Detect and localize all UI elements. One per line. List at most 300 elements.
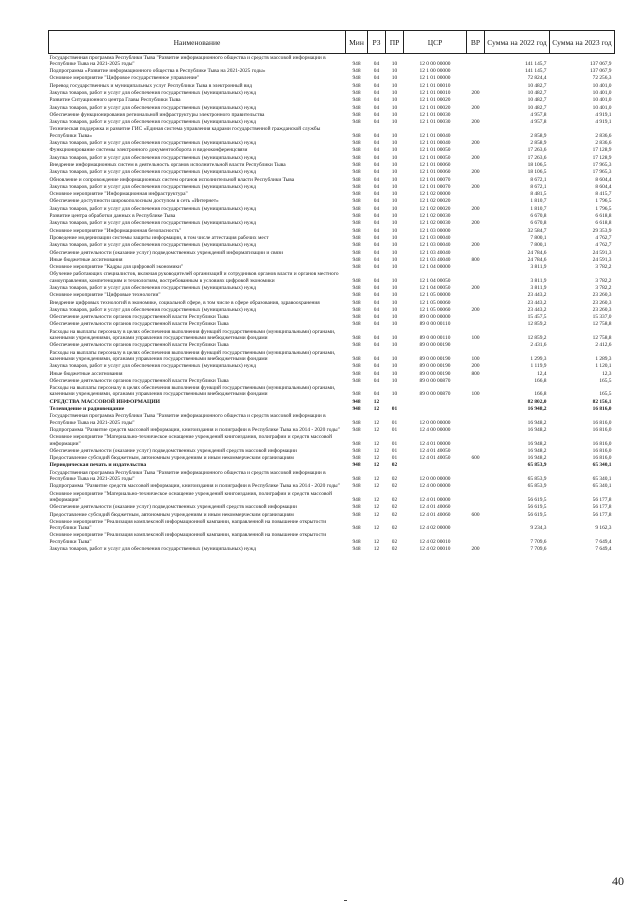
row-vr: 200 [471,306,480,313]
row-rz: 04 [373,249,380,256]
row-vr [467,126,485,140]
row-sum-2023: 16 816,0 [592,419,612,426]
row-sum-2022: 166,8 [534,377,547,384]
row-sum-2022: 17 263,6 [527,147,547,154]
row-csr: 12 1 01 00010 [419,89,451,96]
row-sum-2023: 2 836,6 [595,132,612,139]
row-csr: 12 1 01 00070 [419,176,451,183]
row-csr: 12 1 02 00000 [419,191,451,198]
row-sum-2023: 56 177,8 [592,504,612,511]
table-row [49,256,615,263]
row-min: 948 [352,342,361,349]
row-pr: 10 [391,264,398,271]
row-pr: 10 [391,227,398,234]
row-sum-2022: 23 443,2 [527,299,547,306]
row-min: 948 [352,198,361,205]
row-sum-2022: 23 443,2 [527,306,547,313]
row-min: 948 [352,89,361,96]
row-pr: 10 [391,154,398,161]
row-min: 948 [352,355,361,362]
table-row [49,314,615,321]
row-vr: 200 [471,220,480,227]
row-name: Обеспечение деятельности (оказание услуг) подведомственных учреждений информатизации и связи [49,249,283,256]
table-row [49,234,615,241]
row-name: СРЕДСТВА МАССОВОЙ ИНФОРМАЦИИ [49,398,161,405]
row-min: 948 [352,176,361,183]
row-name: Проведение модернизации системы защиты информации, в том числе аттестация рабочих мест [49,234,269,241]
row-csr: 12 1 01 00030 [419,111,451,118]
row-rz: 04 [373,147,380,154]
row-csr: 12 1 05 00060 [419,306,451,313]
row-name: Закупка товаров, работ и услуг для обеспечения государственных (муниципальных) нужд [49,306,257,313]
table-row [49,413,615,427]
row-sum-2023: 6 618,8 [595,220,612,227]
row-csr: 89 0 00 00870 [419,391,451,398]
row-csr: 12 4 01 00000 [419,496,451,503]
row-sum-2023: 3 782,2 [595,264,612,271]
header-csr: ЦСР [404,31,467,54]
row-csr: 12 1 01 00050 [419,147,451,154]
row-csr: 12 4 01 40060 [419,504,451,511]
row-csr: 12 1 03 00040 [419,242,451,249]
row-csr: 12 1 03 40040 [419,249,451,256]
row-name: Внедрение цифровых технологий в экономике, социальной сфере, в том числе в сфере образования, здравоохранения [49,299,320,306]
row-min: 948 [352,75,361,82]
row-sum-2022: 65 853,9 [527,483,547,490]
row-vr [467,213,485,220]
row-sum-2022: 65 853,9 [527,462,547,469]
table-row [49,398,615,405]
row-name: Закупка товаров, работ и услуг для обеспечения государственных (муниципальных) нужд [49,154,257,161]
row-sum-2023: 8 604,4 [595,176,612,183]
row-sum-2022: 6 670,8 [530,213,547,220]
row-pr: 10 [391,314,398,321]
table-row [49,455,615,462]
row-name: Основное мероприятие "Материально-техническое оснащение учреждений книгоиздания, полиграфии и средств массовой информации" [49,490,332,503]
row-sum-2022: 18 106,5 [527,161,547,168]
row-pr: 02 [391,511,398,518]
row-csr: 12 0 00 00000 [419,476,451,483]
row-sum-2023: 1 289,3 [595,355,612,362]
row-pr: 10 [391,391,398,398]
row-sum-2023: 8 415,7 [595,191,612,198]
header-pr: ПР [386,31,404,54]
row-sum-2022: 1 810,7 [530,205,547,212]
row-sum-2023: 82 156,1 [592,398,612,405]
row-sum-2023: 16 816,0 [592,406,612,413]
row-min: 948 [352,419,361,426]
row-pr: 10 [391,292,398,299]
row-sum-2023: 24 591,3 [592,256,612,263]
row-vr [467,161,485,168]
row-pr: 01 [391,426,398,433]
row-min: 948 [352,264,361,271]
row-name: Телевидение и радиовещание [49,406,125,413]
row-sum-2023: 23 260,3 [592,306,612,313]
row-min: 948 [352,104,361,111]
row-sum-2022: 32 584,7 [527,227,547,234]
row-name: Внедрение информационных систем в деятельность органов исполнительной власти Республики Тыва [49,161,286,168]
row-min: 948 [352,147,361,154]
row-csr: 12 1 02 00030 [419,220,451,227]
row-min: 948 [352,213,361,220]
row-sum-2022: 16 948,2 [527,406,547,413]
row-rz: 04 [373,68,380,75]
table-row [49,82,615,89]
row-sum-2022: 10 482,7 [527,97,547,104]
row-rz: 12 [373,447,380,454]
row-min: 948 [352,242,361,249]
row-sum-2022: 16 948,2 [527,419,547,426]
row-rz: 04 [373,97,380,104]
row-pr: 02 [391,462,398,469]
row-sum-2023: 15 337,0 [592,314,612,321]
row-pr: 10 [391,377,398,384]
row-vr [467,377,485,384]
row-pr: 10 [391,147,398,154]
row-csr: 89 0 00 00190 [419,342,451,349]
row-vr [467,398,485,405]
row-pr: 10 [391,306,398,313]
table-row [49,363,615,370]
row-csr: 12 1 03 40040 [419,256,451,263]
row-sum-2023: 10 401,0 [592,89,612,96]
row-min: 948 [352,426,361,433]
table-row [49,306,615,313]
row-name: Государственная программа Республики Тыва "Развитие информационного общества и средств массовой информации в Республике Тыва на 2021-2025 годы" [49,413,326,426]
table-row [49,328,615,342]
row-rz: 04 [373,75,380,82]
row-sum-2023: 4 919,1 [595,119,612,126]
row-sum-2023: 9 162,3 [595,525,612,532]
row-sum-2023: 56 177,8 [592,511,612,518]
table-row [49,75,615,82]
row-sum-2022: 4 957,8 [530,119,547,126]
row-sum-2022: 24 784,6 [527,256,547,263]
row-vr: 200 [471,140,480,147]
row-min: 948 [352,111,361,118]
row-rz: 04 [373,335,380,342]
row-name: Закупка товаров, работ и услуг для обеспечения государственных (муниципальных) нужд [49,285,257,291]
row-pr: 02 [391,476,398,483]
row-sum-2023: 29 353,9 [592,227,612,234]
row-name: Основное мероприятие "Реализация комплексной информационной кампании, направленной на повышение открытости Республики Тыва" [49,518,327,532]
row-vr: 200 [471,205,480,212]
row-sum-2022: 72 824,4 [527,75,547,82]
row-name: Основное мероприятие "Информационная инфраструктура" [49,191,188,198]
row-min: 948 [352,447,361,454]
row-vr: 600 [471,455,480,462]
row-csr: 89 0 00 00000 [419,314,451,321]
row-rz: 04 [373,213,380,220]
row-rz: 04 [373,205,380,212]
row-sum-2022: 3 811,9 [530,285,547,291]
row-rz: 12 [373,398,380,405]
table-row [49,370,615,377]
row-rz: 04 [373,119,380,126]
row-sum-2023: 17 128,9 [592,147,612,154]
row-csr: 12 1 05 00060 [419,299,451,306]
row-pr: 10 [391,104,398,111]
row-vr: 200 [471,89,480,96]
row-sum-2023: 12,3 [602,370,612,377]
row-rz: 12 [373,496,380,503]
row-min: 948 [352,398,361,405]
row-min: 948 [352,97,361,104]
row-vr [467,176,485,183]
row-vr [467,292,485,299]
row-rz: 04 [373,154,380,161]
row-rz: 04 [373,306,380,313]
table-row [49,249,615,256]
row-min: 948 [352,285,361,291]
row-rz: 12 [373,504,380,511]
row-sum-2022: 6 670,8 [530,220,547,227]
row-name: Развитие Ситуационного центра Главы Республики Тыва [49,97,181,104]
row-pr: 10 [391,242,398,249]
row-rz: 04 [373,60,380,67]
table-row [49,183,615,190]
row-pr: 10 [391,299,398,306]
row-rz: 12 [373,476,380,483]
row-vr: 100 [471,391,480,398]
table-row [49,227,615,234]
row-rz: 04 [373,104,380,111]
row-min: 948 [352,60,361,67]
table-row [49,469,615,483]
row-rz: 12 [373,426,380,433]
row-csr: 12 4 01 40060 [419,511,451,518]
row-sum-2022: 8 672,1 [530,183,547,190]
row-rz: 12 [373,419,380,426]
row-pr: 10 [391,68,398,75]
row-pr: 01 [391,406,398,413]
row-sum-2023: 10 401,0 [592,82,612,89]
row-min: 948 [352,538,361,545]
row-pr: 10 [391,256,398,263]
table-row [49,349,615,363]
row-min: 948 [352,391,361,398]
row-min: 948 [352,377,361,384]
table-row [49,426,615,433]
row-pr: 01 [391,447,398,454]
row-sum-2022: 56 619,5 [527,511,547,518]
row-vr [467,97,485,104]
row-sum-2023: 17 128,9 [592,154,612,161]
row-name: Закупка товаров, работ и услуг для обеспечения государственных (муниципальных) нужд [49,119,257,126]
table-row [49,271,615,285]
row-pr: 10 [391,60,398,67]
row-pr: 02 [391,483,398,490]
row-pr: 10 [391,176,398,183]
row-vr [467,342,485,349]
table-row [49,385,615,399]
row-vr [467,68,485,75]
row-csr: 12 1 04 00000 [419,264,451,271]
row-min: 948 [352,169,361,176]
row-csr: 12 4 00 00000 [419,426,451,433]
row-name: Государственная программа Республики Тыва "Развитие информационного общества и средств массовой информации в Республике Тыва на 2021-2025 годы" [49,54,326,67]
row-name: Закупка товаров, работ и услуг для обеспечения государственных (муниципальных) нужд [49,169,257,176]
row-pr: 10 [391,132,398,139]
row-rz: 04 [373,264,380,271]
row-pr: 10 [391,111,398,118]
row-min: 948 [352,205,361,212]
row-name: Перевод государственных и муниципальных услуг Республики Тыва в электронный вид [49,82,253,89]
row-sum-2023: 65 340,1 [592,462,612,469]
row-rz: 04 [373,355,380,362]
row-pr: 02 [391,545,398,552]
table-row [49,147,615,154]
row-min: 948 [352,256,361,263]
row-min: 948 [352,161,361,168]
row-csr: 12 4 01 00000 [419,440,451,447]
row-name: Закупка товаров, работ и услуг для обеспечения государственных (муниципальных) нужд [49,242,257,249]
row-pr: 10 [391,355,398,362]
row-vr: 200 [471,545,480,552]
row-name: Обеспечение деятельности органов государственной власти Республики Тыва [49,342,229,349]
row-rz: 04 [373,391,380,398]
row-rz: 04 [373,132,380,139]
row-pr: 10 [391,205,398,212]
row-sum-2023: 10 401,0 [592,104,612,111]
row-sum-2022: 16 948,2 [527,440,547,447]
row-min: 948 [352,462,361,469]
table-row [49,97,615,104]
row-rz: 12 [373,511,380,518]
row-sum-2022: 23 443,2 [527,292,547,299]
row-vr [467,406,485,413]
row-name: Обеспечение доступности широкополосным доступом в сеть «Интернет» [49,198,219,205]
header-name: Наименование [49,31,346,54]
row-csr: 89 0 00 00190 [419,363,451,370]
row-csr: 12 4 02 00000 [419,525,451,532]
table-row [49,220,615,227]
row-sum-2022: 10 482,7 [527,104,547,111]
row-vr [467,54,485,68]
row-rz: 04 [373,198,380,205]
row-vr: 200 [471,104,480,111]
row-vr [467,264,485,271]
row-name: Техническая поддержка и развитие ГИС «Единая система управления кадрами государственной гражданской службы Республики Тыва» [49,126,321,139]
row-sum-2022: 15 457,5 [527,314,547,321]
row-csr: 12 1 02 00030 [419,213,451,220]
row-sum-2023: 65 340,1 [592,476,612,483]
row-sum-2022: 9 234,3 [530,525,547,532]
row-sum-2022: 7 800,1 [530,234,547,241]
row-sum-2023: 12 758,8 [592,335,612,342]
table-row [49,321,615,328]
row-sum-2022: 16 948,2 [527,447,547,454]
row-pr: 02 [391,538,398,545]
row-vr: 800 [471,256,480,263]
row-pr: 10 [391,183,398,190]
row-name: Закупка товаров, работ и услуг для обеспечения государственных (муниципальных) нужд [49,89,257,96]
row-rz: 04 [373,363,380,370]
row-min: 948 [352,234,361,241]
row-sum-2023: 3 782,2 [595,285,612,291]
row-pr: 10 [391,89,398,96]
row-min: 948 [352,82,361,89]
row-vr [467,147,485,154]
header-vr: ВР [467,31,485,54]
row-vr [467,462,485,469]
row-sum-2023: 23 260,3 [592,292,612,299]
row-sum-2022: 2 858,9 [530,140,547,147]
row-rz: 04 [373,220,380,227]
page-number: 40 [612,874,624,888]
row-pr: 10 [391,277,398,284]
row-sum-2023: 8 604,4 [595,183,612,190]
row-name: Расходы на выплаты персоналу в целях обеспечения выполнения функций государственными (муниципальными) органами, казенными учреждениями, органами управления государственными внебюджетными фондами [49,385,336,398]
table-row [49,511,615,518]
row-min: 948 [352,119,361,126]
row-name: Обеспечение деятельности органов государственной власти Республики Тыва [49,377,229,384]
table-row [49,285,615,292]
row-pr: 10 [391,119,398,126]
table-row [49,213,615,220]
table-row [49,532,615,546]
row-rz: 04 [373,285,380,291]
table-row [49,176,615,183]
row-csr: 89 0 00 00110 [419,321,451,328]
row-csr: 12 1 01 00010 [419,82,451,89]
row-vr [467,321,485,328]
row-min: 948 [352,132,361,139]
table-row [49,299,615,306]
row-name: Закупка товаров, работ и услуг для обеспечения государственных (муниципальных) нужд [49,140,257,147]
row-min: 948 [352,476,361,483]
table-row [49,191,615,198]
row-vr [467,227,485,234]
row-min: 948 [352,249,361,256]
row-min: 948 [352,68,361,75]
row-sum-2023: 16 816,0 [592,426,612,433]
row-vr [467,111,485,118]
row-vr: 100 [471,355,480,362]
row-name: Обновление и сопровождение информационных систем органов исполнительной власти Республики Тыва [49,176,295,183]
row-min: 948 [352,299,361,306]
row-csr: 12 0 00 00000 [419,60,451,67]
row-csr: 12 1 01 00040 [419,132,451,139]
row-name: Обеспечение деятельности органов государственной власти Республики Тыва [49,321,229,328]
row-pr: 10 [391,213,398,220]
row-pr: 10 [391,363,398,370]
row-min: 948 [352,525,361,532]
row-pr: 10 [391,82,398,89]
table-row [49,406,615,413]
row-rz: 04 [373,111,380,118]
row-name: Закупка товаров, работ и услуг для обеспечения государственных (муниципальных) нужд [49,183,257,190]
row-sum-2023: 137 067,9 [589,68,612,75]
row-pr: 02 [391,525,398,532]
row-rz: 04 [373,82,380,89]
row-rz: 04 [373,377,380,384]
row-min: 948 [352,306,361,313]
row-sum-2022: 18 106,5 [527,169,547,176]
row-min: 948 [352,440,361,447]
table-body [49,54,615,553]
row-min: 948 [352,321,361,328]
row-name: Обеспечение функционирования региональной инфраструктуры электронного правительства [49,111,265,118]
row-min: 948 [352,277,361,284]
row-vr: 200 [471,242,480,249]
row-rz: 04 [373,292,380,299]
row-vr [467,299,485,306]
table-row [49,119,615,126]
row-csr: 12 1 05 00000 [419,292,451,299]
row-min: 948 [352,455,361,462]
